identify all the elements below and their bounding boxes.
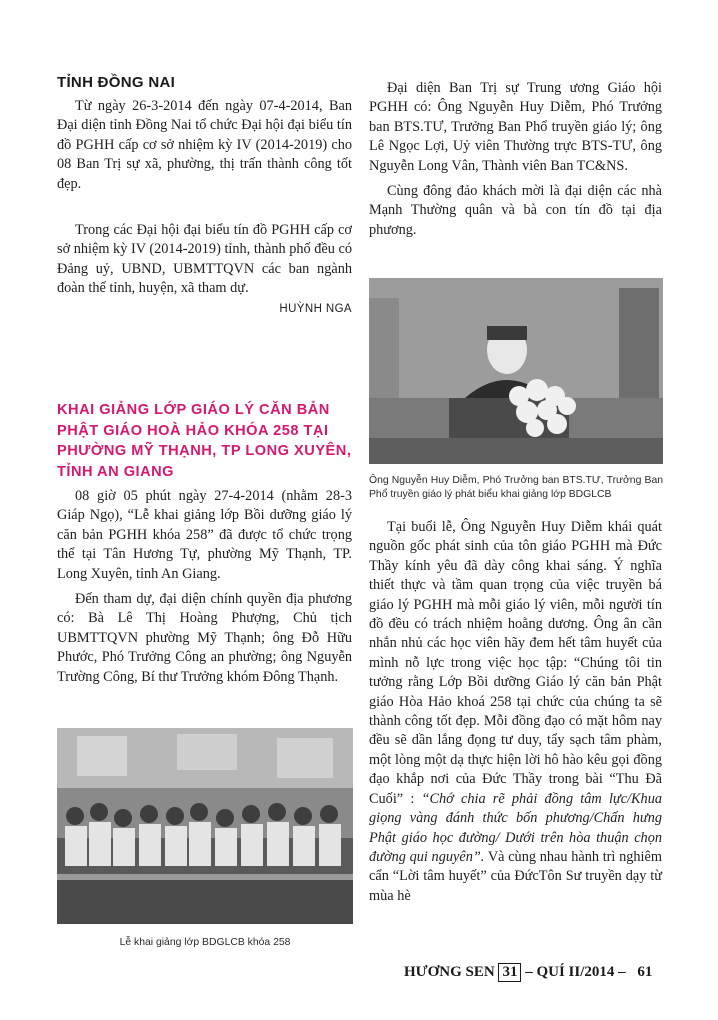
an-giang-paragraph-2: Đến tham dự, đại diện chính quyền địa phương có: Bà Lê Thị Hoàng Phượng, Chủ tịch UBMTTQVN phường Mỹ Thạnh; ông Đỗ Hữu Phước, Phó Trưởng Công an phường; ông Nguyễn Trường Công, Bí thư Trưởng khóm Đông Thạnh. [57,591,352,685]
right-column-top [369,79,662,240]
issue-number: 31 [498,963,521,982]
speaker-photo [369,278,663,464]
an-giang-title: KHAI GIẢNG LỚP GIÁO LÝ CĂN BẢN PHẬT GIÁO HOÀ HẢO KHÓA 258 TẠI PHƯỜNG MỸ THẠNH, TP LONG XUYÊN, TỈNH AN GIANG [57,402,352,480]
page-number: 61 [637,964,653,980]
dong-nai-paragraph-1: Từ ngày 26-3-2014 đến ngày 07-4-2014, Ban Đại diện tỉnh Đồng Nai tổ chức Đại hội đại biểu tín đồ PGHH cấp cơ sở nhiệm kỳ IV (2014-2019) cho 08 Ban Trị sự xã, phường, thị trấn thành công tốt đẹp. [57,98,352,192]
class-opening-photo-image [57,728,353,924]
right-paragraph-1: Đại diện Ban Trị sự Trung ương Giáo hội PGHH có: Ông Nguyễn Huy Diễm, Phó Trưởng ban BTS.TƯ, Trưởng Ban Phổ truyền giáo lý; ông Lê Ngọc Lợi, Uỷ viên Thường trực BTS-TƯ, ông Nguyễn Long Vân, Thành viên Ban TC&NS. [369,80,662,174]
dong-nai-byline: HUỲNH NGA [279,302,352,315]
right-paragraph-3 [369,518,662,906]
right-paragraph-3-end: Và cùng nhau hành trì nghiêm cẩn “Lời tâm huyết” của ĐứcTôn Sư truyền dạy từ mùa hè [369,848,662,904]
speaker-photo-image [369,278,663,464]
thu-da-cuoi-quote: “Chớ chia rẽ phải đồng tâm lực/Khua giọng vàng đánh thức bốn phương/Chấn hưng Phật giáo học đường/ Dưới trên hòa thuận chọn đường qui nguyên”. [369,790,663,865]
class-opening-photo [57,728,353,924]
dong-nai-title: TỈNH ĐỒNG NAI [57,74,176,91]
dong-nai-section [57,74,352,319]
class-opening-caption: Lễ khai giảng lớp BDGLCB khóa 258 [119,937,291,948]
dong-nai-paragraph-2: Trong các Đại hội đại biểu tín đồ PGHH cấp cơ sở nhiệm kỳ IV (2014-2019) tỉnh, thành phố đều có Đảng uỷ, UBND, UBMTTQVN các ban ngành đoàn thể tỉnh, huyện, xã tham dự. [57,222,352,297]
quarter-label: – QUÍ II/2014 – [525,964,626,980]
right-paragraph-2: Cùng đông đảo khách mời là đại diện các nhà Mạnh Thường quân và bà con tín đồ tại địa phương. [369,183,662,238]
magazine-name: HƯƠNG SEN [404,964,495,980]
page-footer [404,963,664,982]
an-giang-section [57,400,352,687]
speaker-photo-caption: Ông Nguyễn Huy Diễm, Phó Trưởng ban BTS.TƯ, Trưởng Ban Phổ truyền giáo lý phát biểu khai giảng lớp BDGLCB [369,475,663,500]
an-giang-paragraph-1: 08 giờ 05 phút ngày 27-4-2014 (nhằm 28-3 Giáp Ngọ), “Lễ khai giảng lớp Bồi dưỡng giáo lý căn bản PGHH khóa 258” đã được tổ chức trọng thể tại Tân Hương Tự, phường Mỹ Thạnh, TP. Long Xuyên, tỉnh An Giang. [57,488,352,582]
right-column-bottom [369,518,662,906]
right-paragraph-3-text: Tại buổi lễ, Ông Nguyễn Huy Diễm khái quát nguồn gốc phát sinh của tôn giáo PGHH mà Đức Thầy kính yêu đã dày công khai sáng. Ý nghĩa thiết thực và tầm quan trọng của việc truyền bá giáo lý PGHH mà mỗi giáo lý viên, mỗi người tín đồ đều có trách nhiệm hoằng dương. Ông ân cần nhắn nhủ các học viên hãy đem hết tâm huyết của mình nỗ lực trong việc học tập: “Chúng tôi tin tưởng rằng Lớp Bồi dưỡng Giáo lý căn bản Phật giáo Hòa Hảo khoá 258 tại chức của chúng ta sẽ thành công tốt đẹp. Mỗi đồng đạo có mặt hôm nay đều sẽ dần lắng đọng tư duy, tẩy sạch tâm phàm, một lòng một dạ thực hiện lời hô hào kêu gọi đồng đạo khắp nơi của Đức Thầy trong bài “Thu Đã Cuối” : [369,519,662,807]
